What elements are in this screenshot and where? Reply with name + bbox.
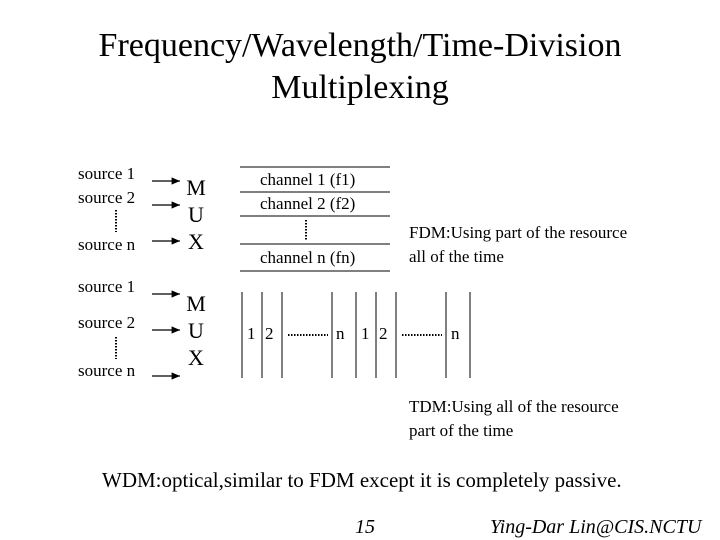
tdm-source-2-label: source 2 xyxy=(78,313,136,332)
mux-letter: X xyxy=(188,229,204,254)
page-number: 15 xyxy=(355,516,375,538)
fdm-note-line-1: FDM:Using part of the resource xyxy=(409,223,628,242)
tdm-slot-label-n: n xyxy=(451,324,460,343)
tdm-source-n-label: source n xyxy=(78,361,136,380)
tdm-note-line-1: TDM:Using all of the resource xyxy=(409,397,619,416)
fdm-channel-n-label: channel n (fn) xyxy=(260,248,356,267)
author-credit: Ying-Dar Lin@CIS.NCTU xyxy=(490,516,702,538)
mux-letter: U xyxy=(188,318,204,343)
mux-letter: X xyxy=(188,345,204,370)
slide-title-line-1: Frequency/Wavelength/Time-Division xyxy=(98,27,622,64)
fdm-mux xyxy=(181,174,211,255)
fdm-channel-2-label: channel 2 (f2) xyxy=(260,194,356,213)
fdm-note-line-2: all of the time xyxy=(409,247,504,266)
fdm-source-2-label: source 2 xyxy=(78,188,136,207)
tdm-source-1-label: source 1 xyxy=(78,277,136,296)
tdm-slot-label-1: 1 xyxy=(361,324,370,343)
tdm-mux xyxy=(181,290,211,371)
tdm-note-line-2: part of the time xyxy=(409,421,514,440)
fdm-channel-1-label: channel 1 (f1) xyxy=(260,170,356,189)
tdm-slot-label-2: 2 xyxy=(265,324,274,343)
wdm-note: WDM:optical,similar to FDM except it is completely passive. xyxy=(102,468,622,492)
mux-letter: U xyxy=(188,202,204,227)
mux-letter: M xyxy=(186,291,206,316)
tdm-slot-label-1: 1 xyxy=(247,324,256,343)
tdm-slot-label-n: n xyxy=(336,324,345,343)
fdm-source-n-label: source n xyxy=(78,235,136,254)
slide-title-line-2: Multiplexing xyxy=(271,69,449,106)
tdm-slot-label-2: 2 xyxy=(379,324,388,343)
mux-letter: M xyxy=(186,175,206,200)
fdm-source-1-label: source 1 xyxy=(78,164,136,183)
